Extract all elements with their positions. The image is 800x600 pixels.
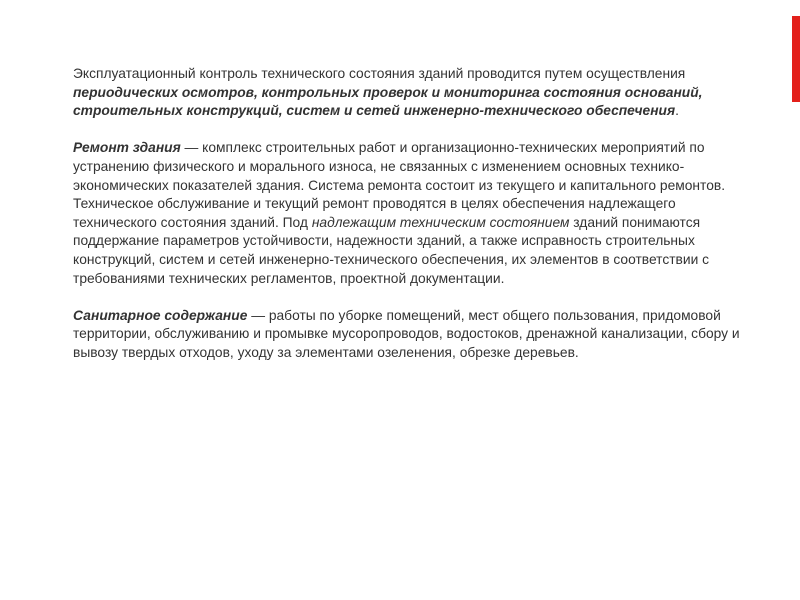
text-run: Эксплуатационный контроль технического состояния зданий проводится путем осуществления <box>73 66 686 81</box>
text-run: — работы по уборке помещений, мест общего пользования, придомовой территории, обслуживанию и промывке мусоропроводов, водостоков, дренажной канализации, сбору и вывозу твердых отходов, уходу за элементами озеленения, обрезке деревьев. <box>73 307 740 360</box>
paragraph-maintenance <box>73 195 753 288</box>
text-run: . <box>675 103 679 119</box>
paragraph-building-repair <box>73 139 753 195</box>
paragraph-sanitary <box>73 307 753 363</box>
text-run: — комплекс строительных работ и организационно-технических мероприятий по устранению физического и морального износа, не связанных с изменением основных технико-экономических показателей здания. Система ремонта состоит из текущего и капитального ремонтов. <box>73 140 726 193</box>
emphasis-text: надлежащим техническим состоянием <box>311 214 570 230</box>
text-run: Техническое обслуживание и текущий ремонт проводятся в целях обеспечения надлежащего технического состояния зданий. Под <box>73 196 676 230</box>
term-text: Санитарное содержание <box>73 307 248 323</box>
accent-bar <box>792 16 800 102</box>
emphasis-text: периодических осмотров, контрольных проверок и мониторинга состояния оснований, строительных конструкций, систем и сетей инженерно-технического обеспечения <box>73 84 703 119</box>
slide-text <box>73 65 753 363</box>
paragraph-inspection-control <box>73 65 753 121</box>
paragraph-gap <box>73 121 753 140</box>
paragraph-gap <box>73 288 753 307</box>
text-run: зданий понимаются поддержание параметров устойчивости, надежности зданий, а также исправность строительных конструкций, систем и сетей инженерно-технического обеспечения, их элементов в соответствии с требованиями технических регламентов, проектной документации. <box>73 214 710 286</box>
term-text: Ремонт здания <box>73 140 181 156</box>
